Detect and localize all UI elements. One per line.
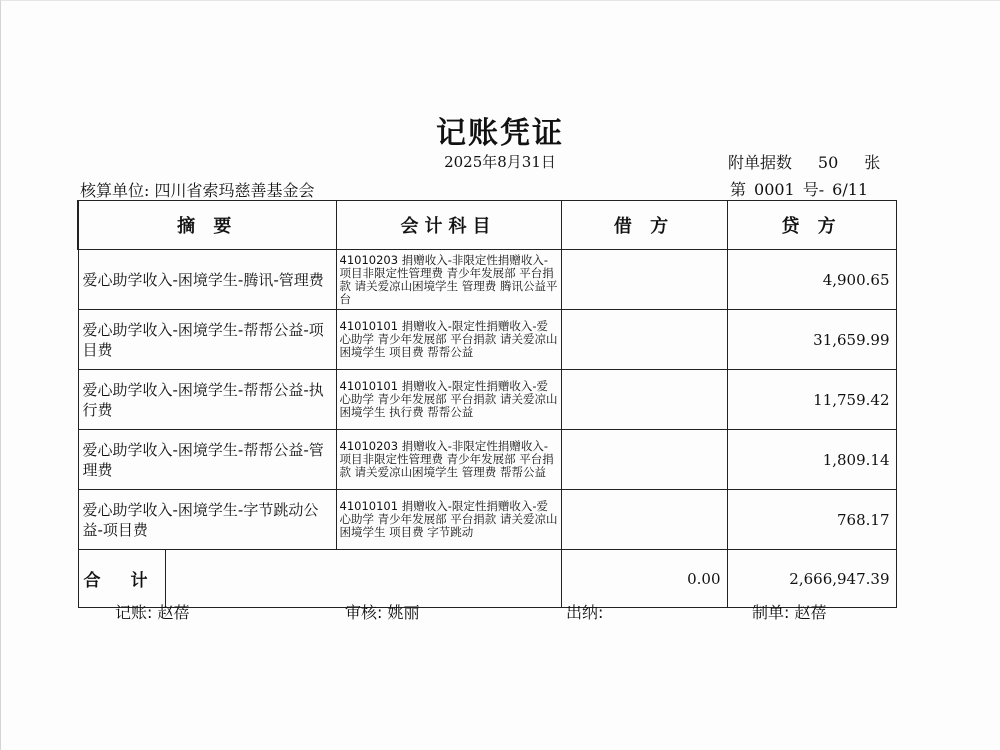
row-credit: 31,659.99	[727, 310, 896, 370]
voucher-prefix: 第	[730, 180, 747, 199]
row-summary: 爱心助学收入-困境学生-帮帮公益-项目费	[78, 310, 336, 370]
row-account: 41010101 捐赠收入-限定性捐赠收入-爱心助学 青少年发展部 平台捐款 请关爱凉山困境学生 项目费 帮帮公益	[336, 310, 561, 370]
attachment-count	[728, 150, 880, 173]
col-header-account: 会计科目	[336, 201, 561, 250]
voucher-date: 2025年8月31日	[444, 153, 556, 171]
row-account: 41010101 捐赠收入-限定性捐赠收入-爱心助学 青少年发展部 平台捐款 请关爱凉山困境学生 项目费 字节跳动	[336, 490, 561, 550]
total-label: 合 计	[78, 550, 165, 608]
row-debit	[561, 250, 727, 310]
voucher-number	[730, 177, 876, 200]
row-debit	[561, 430, 727, 490]
reviewer-name: 姚丽	[387, 603, 420, 622]
cashier-signature	[566, 600, 603, 623]
bookkeeper-label: 记账:	[115, 603, 153, 622]
row-debit	[561, 370, 727, 430]
row-credit: 768.17	[727, 490, 896, 550]
total-debit: 0.00	[561, 550, 727, 608]
bookkeeper-signature	[115, 600, 190, 623]
preparer-signature	[752, 600, 827, 623]
row-account: 41010203 捐赠收入-非限定性捐赠收入-项目非限定性管理费 青少年发展部 平台捐款 请关爱凉山困境学生 管理费 帮帮公益	[336, 430, 561, 490]
table-header-row	[78, 201, 896, 250]
table-row	[78, 370, 896, 430]
table-row	[78, 310, 896, 370]
table-row	[78, 430, 896, 490]
reviewer-label: 审核:	[345, 603, 383, 622]
col-header-summary: 摘 要	[78, 201, 336, 250]
unit-name: 四川省索玛慈善基金会	[154, 181, 315, 200]
voucher-title: 记账凭证	[436, 116, 564, 151]
col-header-debit: 借 方	[561, 201, 727, 250]
row-credit: 4,900.65	[727, 250, 896, 310]
attachment-label: 附单据数	[728, 153, 793, 172]
attachment-unit: 张	[864, 153, 881, 172]
table-row	[78, 250, 896, 310]
row-summary: 爱心助学收入-困境学生-帮帮公益-执行费	[78, 370, 336, 430]
row-account: 41010203 捐赠收入-非限定性捐赠收入-项目非限定性管理费 青少年发展部 平台捐款 请关爱凉山困境学生 管理费 腾讯公益平台	[336, 250, 561, 310]
total-credit: 2,666,947.39	[727, 550, 896, 608]
total-blank	[165, 550, 561, 608]
row-summary: 爱心助学收入-困境学生-帮帮公益-管理费	[78, 430, 336, 490]
row-credit: 1,809.14	[727, 430, 896, 490]
accounting-unit	[80, 178, 315, 201]
table-row	[78, 490, 896, 550]
row-summary: 爱心助学收入-困境学生-字节跳动公益-项目费	[78, 490, 336, 550]
row-debit	[561, 310, 727, 370]
reviewer-signature	[345, 600, 420, 623]
bookkeeper-name: 赵蓓	[157, 603, 190, 622]
voucher-table	[77, 200, 897, 608]
attachment-number: 50	[817, 153, 839, 172]
total-row	[78, 550, 896, 608]
preparer-label: 制单:	[752, 603, 790, 622]
voucher-num: 0001	[754, 180, 795, 199]
row-summary: 爱心助学收入-困境学生-腾讯-管理费	[78, 250, 336, 310]
unit-label: 核算单位:	[80, 181, 150, 200]
voucher-suffix: 号-	[802, 180, 825, 199]
preparer-name: 赵蓓	[794, 603, 827, 622]
cashier-label: 出纳:	[566, 603, 604, 622]
row-debit	[561, 490, 727, 550]
signature-line	[0, 600, 1000, 624]
row-account: 41010101 捐赠收入-限定性捐赠收入-爱心助学 青少年发展部 平台捐款 请关爱凉山困境学生 执行费 帮帮公益	[336, 370, 561, 430]
col-header-credit: 贷 方	[727, 201, 896, 250]
voucher-page: 6/11	[832, 180, 869, 199]
row-credit: 11,759.42	[727, 370, 896, 430]
